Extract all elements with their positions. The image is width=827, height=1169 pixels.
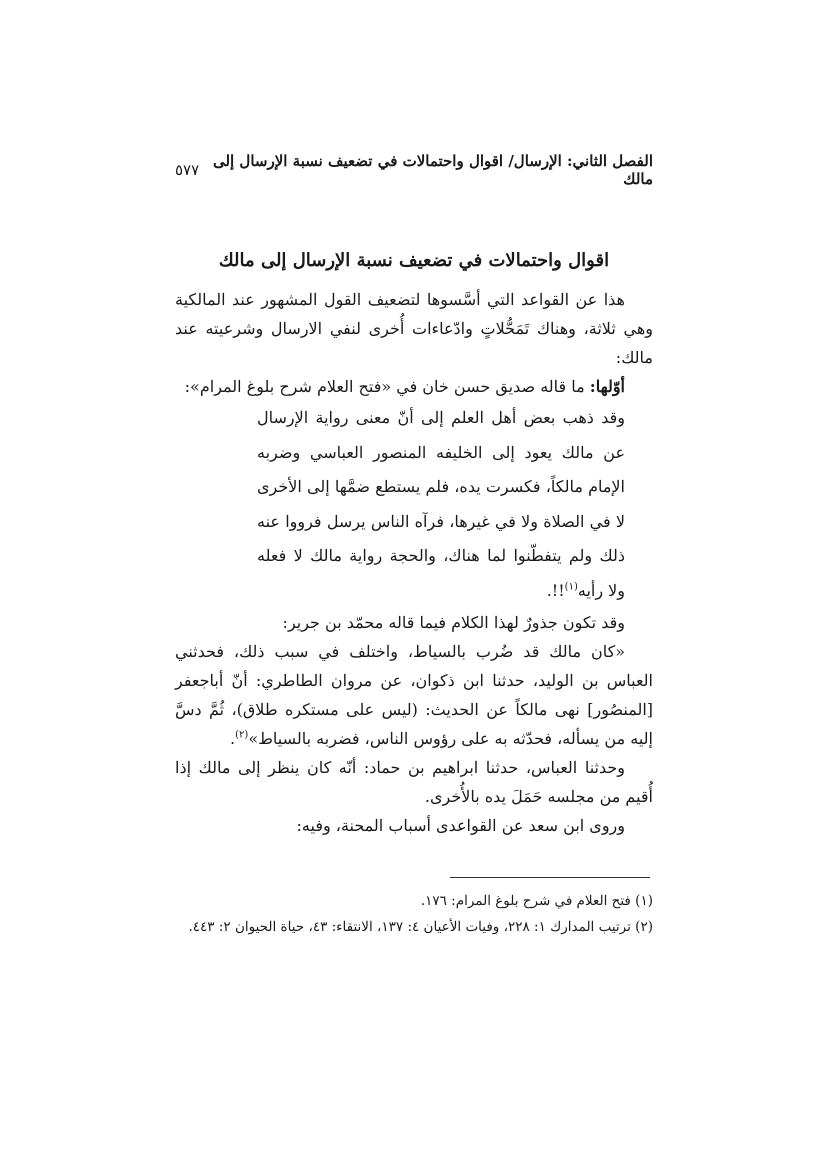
footnote-2: (٢) ترتيب المدارك ١: ٢٢٨، وفيات الأعيان ٤: ١٣٧، الانتقاء: ٤٣، حياة الحيوان ٢: ٤٤٣. [188, 919, 653, 935]
quote1-text: وقد ذهب بعض أهل العلم إلى أنّ معنى رواية الإرسال عن مالك يعود إلى الخليفه المنصور العباسي وضربه الإمام مالكاً، فكسرت يده، فلم يستطع ضمَّها إلى الأخرى لا في الصلاة ولا في غيرها، فرآه الناس يرسل فرووا عنه ذلك ولم يتفطّنوا لما هناك، والحجة رواية مالك لا فعله ولا رأيه [257, 408, 625, 600]
third-paragraph: وحدثنا العباس، حدثنا ابراهيم بن حماد: أنّه كان ينظر إلى مالك إذا أُقيم من مجلسه حَمَلَ يده بالأُخرى. [175, 758, 653, 806]
quote2-text: «كان مالك قد ضُرب بالسياط، واختلف في سبب ذلك، فحدثني العباس بن الوليد، حدثنا ابن ذكوان، عن مروان الطاطري: أنّ أباجعفر [المنصُور] نهى مالكاً عن الحديث: (ليس على مستكره طلاق)، ثُمَّ دسَّ إليه من يسأله، فحدّثه به على رؤوس الناس، فضربه بالسياط» [175, 642, 653, 748]
section-title: اقوال واحتمالات في تضعيف نسبة الإرسال إلى مالك [218, 250, 610, 271]
first-paragraph [175, 372, 653, 401]
second-paragraph: وقد تكون جذورٌ لهذا الكلام فيما قاله محمّد بن جرير: [282, 613, 625, 632]
footnote-ref-1[interactable]: (١) [564, 581, 578, 593]
fourth-paragraph: وروى ابن سعد عن القواعدى أسباب المحنة، وفيه: [296, 816, 625, 835]
first-text: ما قاله صديق حسن خان في «فتح العلام شرح بلوغ المرام»: [184, 377, 590, 396]
footnote-ref-2[interactable]: (٢) [235, 729, 249, 741]
quote2-tail: . [230, 729, 236, 748]
footnotes [175, 888, 653, 940]
header-title: الفصل الثاني: الإرسال/ اقوال واحتمالات في تضعيف نسبة الإرسال إلى مالك [212, 152, 653, 188]
footnote-divider [450, 877, 650, 878]
footnote-1: (١) فتح العلام في شرح بلوغ المرام: ١٧٦. [420, 893, 653, 909]
first-lead: أوّلها: [589, 377, 625, 396]
page-number: ٥٧٧ [175, 161, 200, 179]
quote1-tail: !!. [546, 580, 565, 600]
body-text [175, 285, 653, 840]
quote-block-2 [175, 637, 653, 753]
running-header [175, 152, 653, 188]
quote-block-1 [175, 401, 653, 608]
intro-paragraph: هذا عن القواعد التي أسَّسوها لتضعيف القول المشهور عند المالكية وهي ثلاثة، وهناك تَمَحُّلاتٍ وادّعاءات أُخرى لنفي الارسال وشرعيته عند مالك: [175, 290, 654, 367]
